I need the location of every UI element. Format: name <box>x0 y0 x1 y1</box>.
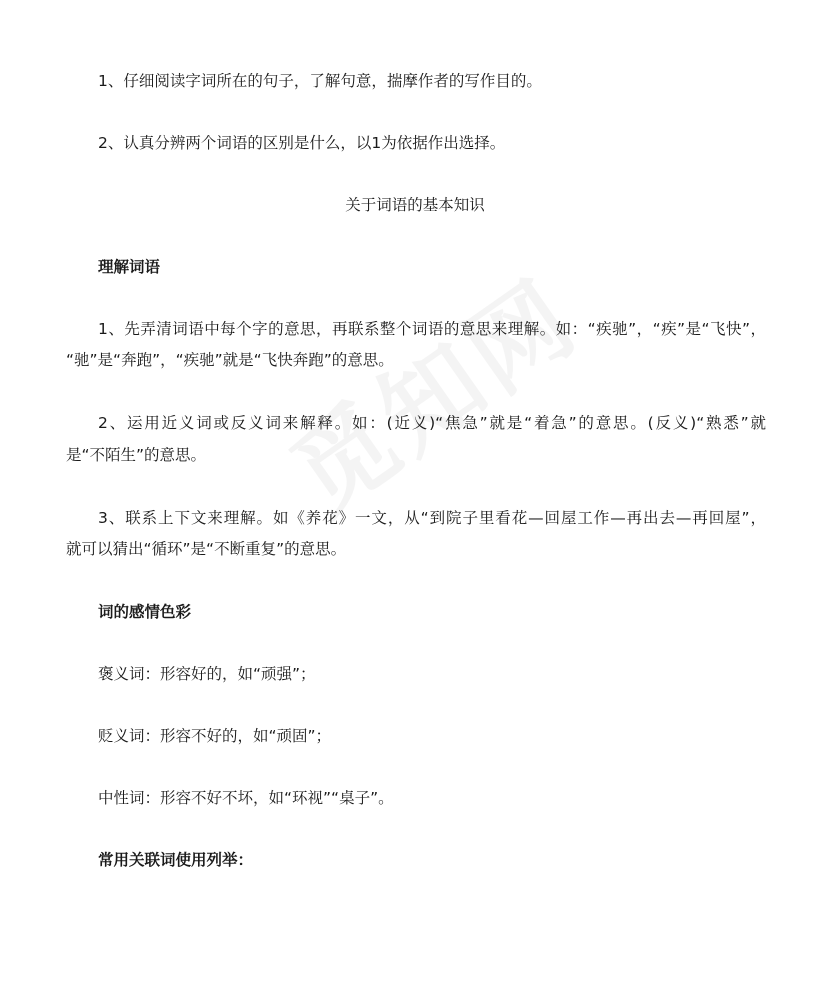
heading-understanding: 理解词语 <box>98 258 161 276</box>
heading-conjunctions: 常用关联词使用列举： <box>98 851 254 869</box>
section-title: 关于词语的基本知识 <box>345 196 485 214</box>
understanding-p3-line2: 就可以猜出“循环”是“不断重复”的意思。 <box>66 540 347 558</box>
heading-emotion: 词的感情色彩 <box>98 603 192 621</box>
understanding-p3-line1: 3、联系上下文来理解。如《养花》一文，从“到院子里看花—回屋工作—再出去—再回屋”， <box>98 509 766 527</box>
understanding-p2-line1: 2、运用近义词或反义词来解释。如：(近义)“焦急”就是“着急”的意思。(反义)“熟悉”就 <box>98 414 766 432</box>
emotion-negative: 贬义词：形容不好的，如“顽固”； <box>98 727 332 745</box>
intro-item-1: 1、仔细阅读字词所在的句子，了解句意，揣摩作者的写作目的。 <box>98 72 542 90</box>
understanding-p1-line2: “驰”是“奔跑”，“疾驰”就是“飞快奔跑”的意思。 <box>66 351 394 369</box>
intro-item-2: 2、认真分辨两个词语的区别是什么，以1为依据作出选择。 <box>98 134 506 152</box>
emotion-positive: 褒义词：形容好的，如“顽强”； <box>98 665 316 683</box>
emotion-neutral: 中性词：形容不好不坏，如“环视”“桌子”。 <box>98 789 394 807</box>
understanding-p1-line1: 1、先弄清词语中每个字的意思，再联系整个词语的意思来理解。如：“疾驰”，“疾”是“飞快”， <box>98 320 766 338</box>
understanding-p2-line2: 是“不陌生”的意思。 <box>66 446 207 464</box>
